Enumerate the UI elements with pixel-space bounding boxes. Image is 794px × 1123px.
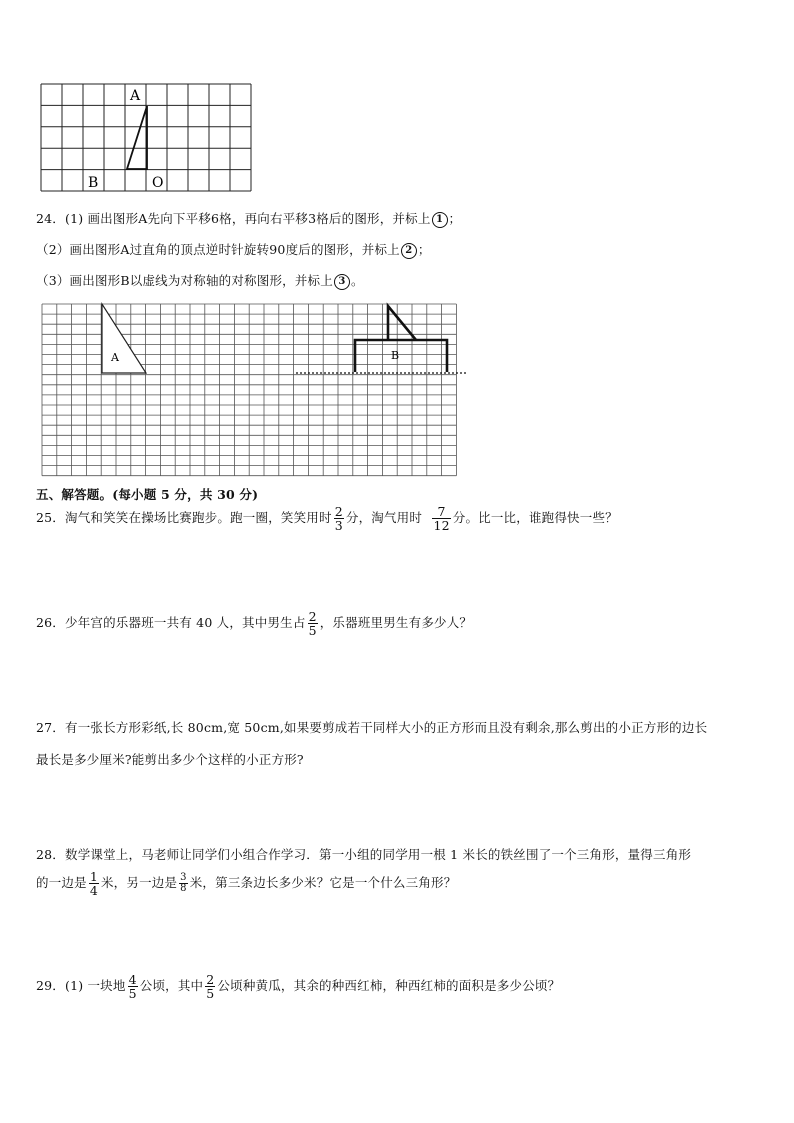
q24-line-3: （3）画出图形B以虚线为对称轴的对称图形，并标上 3 。 — [36, 273, 364, 288]
q27-line-2: 最长是多少厘米?能剪出多少个这样的小正方形? — [36, 752, 304, 767]
fraction-2-5: $\frac{2}{5}$ — [308, 609, 317, 639]
q24-line-2: （2）画出图形A过直角的顶点逆时针旋转90度后的图形，并标上 2 ； — [36, 242, 431, 257]
q29: 29．(1) 一块地 $\frac{4}{5}$ 公顷，其中 $\frac{2}{5}$ 公顷种黄瓜，其余的种西红柿，种西红柿的面积是多少公顷？ — [36, 972, 561, 1002]
q26: 26．少年宫的乐器班一共有 40 人，其中男生占 $\frac{2}{5}$ ，乐器班里男生有多少人？ — [36, 609, 473, 639]
circle-mark-1: 1 — [432, 212, 448, 228]
q28-line-2: 的一边是 $\frac{1}{4}$ 米，另一边是 $\frac{3}{8}$ 米，第三条边长多少米？它是一个什么三角形？ — [36, 869, 457, 899]
fraction-7-12: $\frac{7}{12}$ — [433, 504, 450, 534]
label-o: O — [152, 175, 164, 191]
section-5-title: 五、解答题。(每小题 5 分，共 30 分) — [36, 487, 259, 502]
fraction-4-5: $\frac{4}{5}$ — [128, 972, 137, 1002]
label-shape-a: A — [111, 351, 119, 364]
fraction-1-4: $\frac{1}{4}$ — [89, 869, 98, 899]
fraction-2-5-b: $\frac{2}{5}$ — [206, 972, 215, 1002]
triangle-abo — [127, 106, 147, 169]
label-shape-b: B — [391, 349, 400, 362]
fraction-2-3: $\frac{2}{3}$ — [334, 504, 343, 534]
q28-line-1: 28．数学课堂上，马老师让同学们小组合作学习．第一小组的同学用一根 1 米长的铁丝围了一个三角形，量得三角形 — [36, 847, 692, 862]
grid-figure-2 — [38, 300, 468, 480]
q25: 25．淘气和笑笑在操场比赛跑步。跑一圈，笑笑用时 $\frac{2}{3}$ 分，淘气用时 $\frac{7}{12}$ 分。比一比，谁跑得快一些？ — [36, 504, 618, 534]
q24-line-1: 24．(1) 画出图形A先向下平移6格，再向右平移3格后的图形，并标上 1 ； — [36, 211, 462, 226]
q27-line-1: 27．有一张长方形彩纸,长 80cm,宽 50cm,如果要剪成若干同样大小的正方形而且没有剩余,那么剪出的小正方形的边长 — [36, 720, 708, 735]
grid-figure-1 — [38, 80, 256, 196]
circle-mark-2: 2 — [401, 243, 417, 259]
label-b: B — [88, 175, 99, 191]
label-a: A — [130, 88, 141, 104]
fraction-3-8: $\frac{3}{8}$ — [180, 871, 187, 895]
circle-mark-3: 3 — [334, 274, 350, 290]
